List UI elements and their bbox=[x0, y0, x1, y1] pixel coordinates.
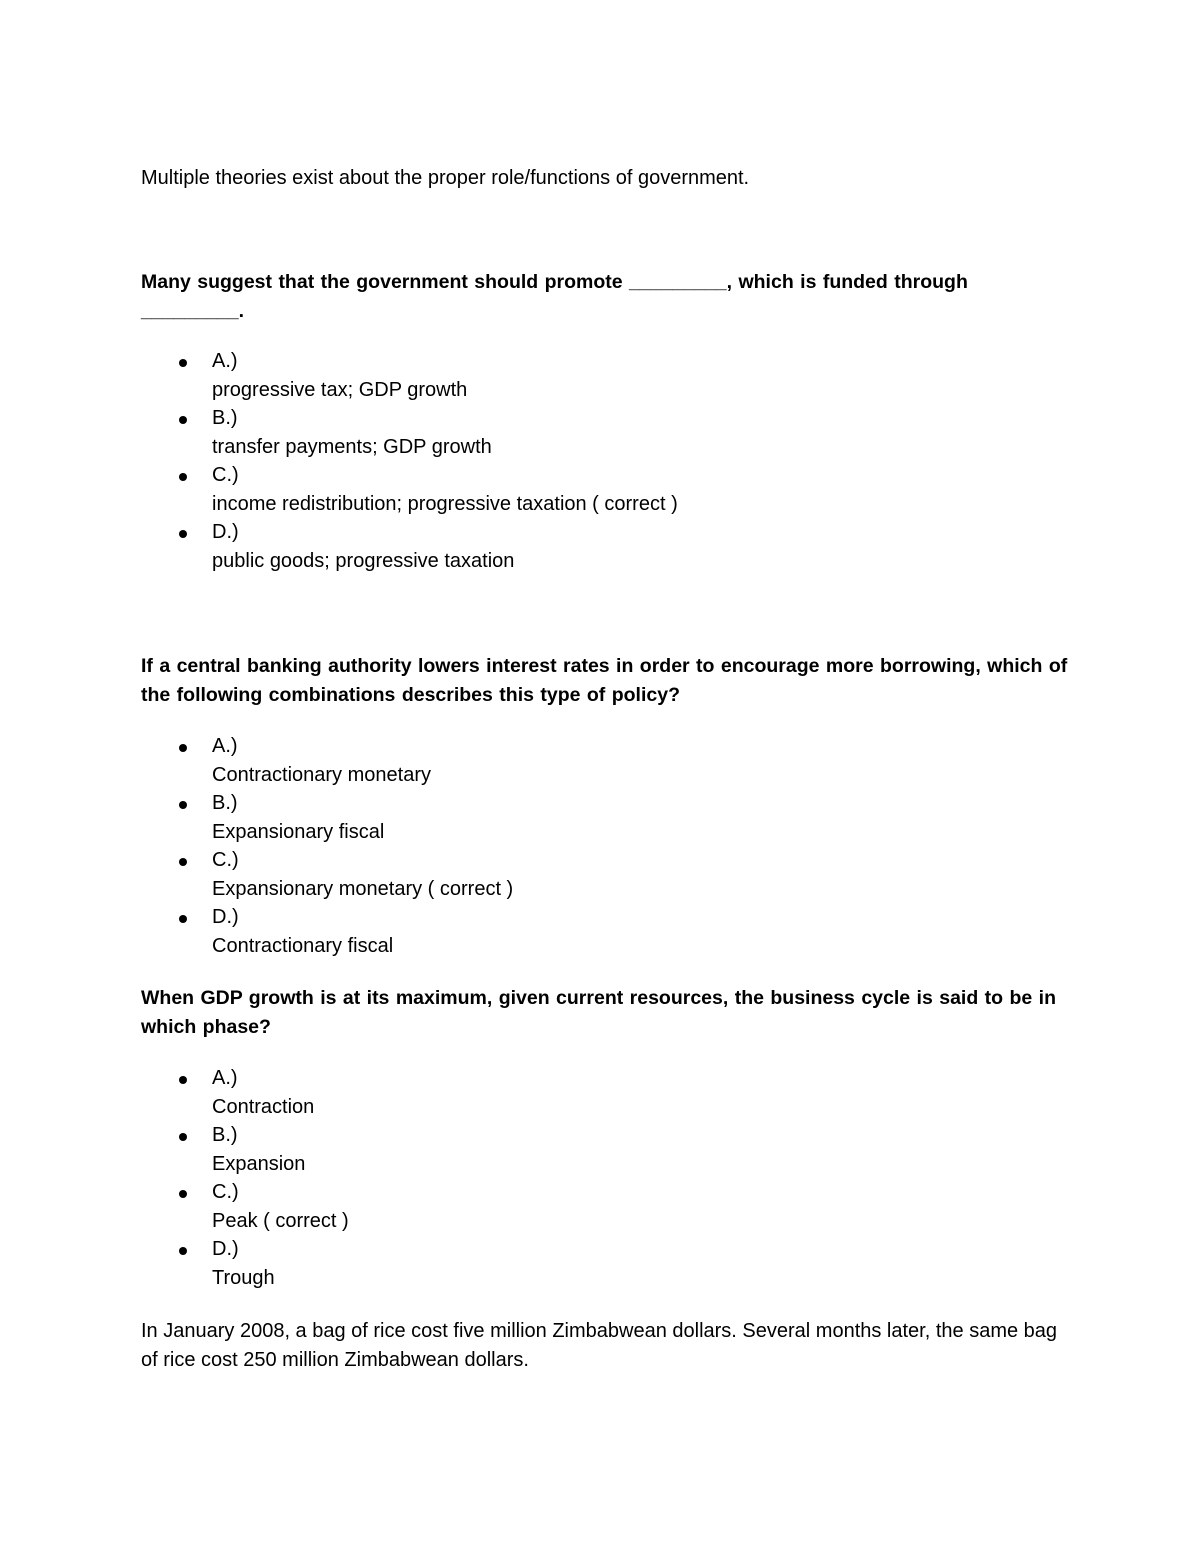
bullet-icon bbox=[179, 915, 187, 923]
question-2-options bbox=[141, 732, 1071, 960]
option-text: transfer payments; GDP growth bbox=[212, 435, 492, 458]
question-3-option-b bbox=[141, 1121, 1071, 1178]
bullet-icon bbox=[179, 744, 187, 752]
bullet-icon bbox=[179, 1247, 187, 1255]
question-3-option-d bbox=[141, 1235, 1071, 1292]
option-text: Expansion bbox=[212, 1152, 306, 1175]
option-letter: D.) bbox=[212, 1238, 239, 1260]
option-text: Contractionary monetary bbox=[212, 763, 431, 786]
option-letter: A.) bbox=[212, 735, 238, 757]
question-2-option-d bbox=[141, 903, 1071, 960]
option-letter: C.) bbox=[212, 1181, 239, 1203]
question-3-prompt: When GDP growth is at its maximum, given current resources, the business cycle is said to be in which phase? bbox=[141, 987, 1056, 1038]
question-2-option-c bbox=[141, 846, 1071, 903]
question-2-option-a bbox=[141, 732, 1071, 789]
option-letter: B.) bbox=[212, 1124, 238, 1146]
option-text: public goods; progressive taxation bbox=[212, 549, 515, 572]
question-3-options bbox=[141, 1064, 1071, 1292]
question-1-options bbox=[141, 347, 1071, 575]
option-letter: D.) bbox=[212, 521, 239, 543]
bullet-icon bbox=[179, 1133, 187, 1141]
question-3-option-c bbox=[141, 1178, 1071, 1235]
question-1-option-d bbox=[141, 518, 1071, 575]
bullet-icon bbox=[179, 530, 187, 538]
option-letter: C.) bbox=[212, 849, 239, 871]
question-1-prompt: Many suggest that the government should promote _________, which is funded through _________. bbox=[141, 271, 968, 322]
option-text: Expansionary fiscal bbox=[212, 820, 385, 843]
option-text: Peak ( correct ) bbox=[212, 1209, 349, 1232]
option-letter: A.) bbox=[212, 350, 238, 372]
option-text: progressive tax; GDP growth bbox=[212, 378, 468, 401]
option-letter: D.) bbox=[212, 906, 239, 928]
bullet-icon bbox=[179, 416, 187, 424]
option-letter: B.) bbox=[212, 792, 238, 814]
closing-paragraph: In January 2008, a bag of rice cost five million Zimbabwean dollars. Several months later, the same bag of rice cost 250 million Zimbabwean dollars. bbox=[141, 1320, 1058, 1371]
bullet-icon bbox=[179, 1190, 187, 1198]
option-letter: B.) bbox=[212, 407, 238, 429]
bullet-icon bbox=[179, 1076, 187, 1084]
bullet-icon bbox=[179, 359, 187, 367]
question-1-option-c bbox=[141, 461, 1071, 518]
option-text: Expansionary monetary ( correct ) bbox=[212, 877, 514, 900]
intro-paragraph: Multiple theories exist about the proper role/functions of government. bbox=[141, 167, 750, 189]
question-2-prompt: If a central banking authority lowers interest rates in order to encourage more borrowing, which of the following combinations describes this type of policy? bbox=[141, 655, 1068, 706]
option-letter: C.) bbox=[212, 464, 239, 486]
option-text: Trough bbox=[212, 1266, 275, 1289]
question-2-option-b bbox=[141, 789, 1071, 846]
bullet-icon bbox=[179, 801, 187, 809]
option-text: income redistribution; progressive taxation ( correct ) bbox=[212, 492, 678, 515]
bullet-icon bbox=[179, 473, 187, 481]
option-text: Contraction bbox=[212, 1095, 315, 1118]
option-text: Contractionary fiscal bbox=[212, 934, 394, 957]
question-1-option-a bbox=[141, 347, 1071, 404]
question-1-option-b bbox=[141, 404, 1071, 461]
question-3-option-a bbox=[141, 1064, 1071, 1121]
bullet-icon bbox=[179, 858, 187, 866]
option-letter: A.) bbox=[212, 1067, 238, 1089]
